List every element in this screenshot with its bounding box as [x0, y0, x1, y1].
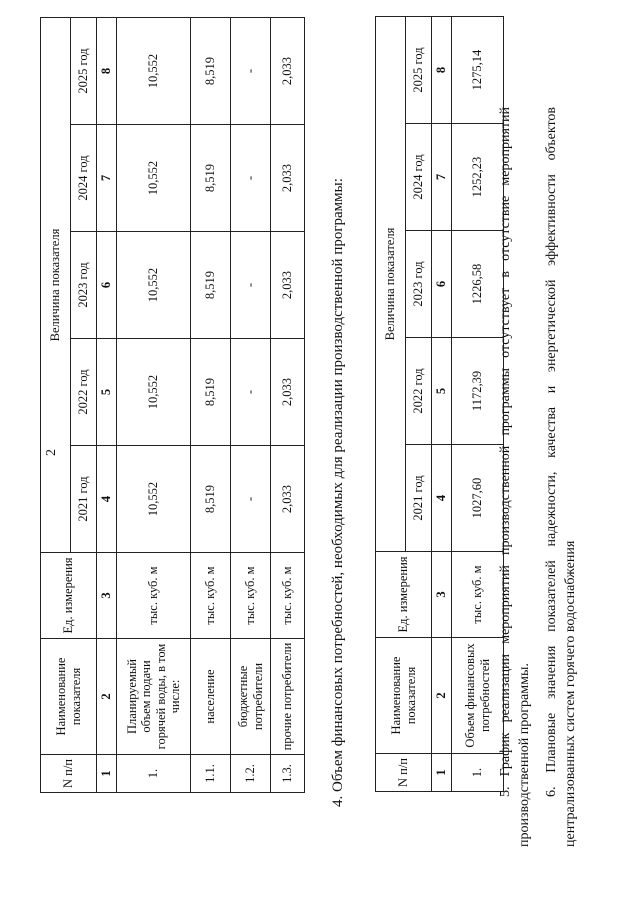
header-name: Наименование показателя [41, 639, 97, 755]
row-name: население [191, 639, 231, 755]
row-value: 8,519 [191, 125, 231, 232]
column-index: 8 [97, 18, 117, 125]
row-num: 1.2. [231, 755, 271, 793]
row-value: - [231, 125, 271, 232]
row-value: 1027,60 [452, 445, 504, 552]
row-name: Объем финансовых потребностей [452, 638, 504, 754]
header-unit: Ед. измерения [41, 553, 97, 639]
table-row [117, 18, 191, 793]
header-value-group: Величина показателя [41, 18, 71, 553]
row-unit: тыс. куб. м [452, 552, 504, 638]
header-year: 2024 год [71, 125, 97, 232]
header-year: 2023 год [406, 231, 432, 338]
header-year: 2022 год [71, 339, 97, 446]
section-5-paragraph: 5. График реализации мероприятий производственной программы отсутствует в отсутствие мероприятий производственной программы. [498, 107, 532, 847]
column-index: 5 [97, 339, 117, 446]
section-4-heading: 4. Объем финансовых потребностей, необходимых для реализации производственной программы: [330, 178, 346, 807]
column-index: 5 [432, 338, 452, 445]
row-num: 1.1. [191, 755, 231, 793]
row-value: 8,519 [191, 339, 231, 446]
row-num: 1. [452, 754, 504, 792]
row-value: - [231, 18, 271, 125]
row-value: 10,552 [117, 18, 191, 125]
column-index: 1 [97, 755, 117, 793]
column-index: 4 [97, 446, 117, 553]
table-row [231, 18, 271, 793]
column-index: 4 [432, 445, 452, 552]
column-index: 6 [432, 231, 452, 338]
header-year: 2025 год [406, 17, 432, 124]
column-index: 1 [432, 754, 452, 792]
row-value: 8,519 [191, 232, 231, 339]
header-year: 2022 год [406, 338, 432, 445]
row-num: 1.3. [271, 755, 305, 793]
row-value: 8,519 [191, 18, 231, 125]
table-row [191, 18, 231, 793]
row-value: 1275,14 [452, 17, 504, 124]
column-index: 6 [97, 232, 117, 339]
header-name: Наименование показателя [376, 638, 432, 754]
column-index: 2 [432, 638, 452, 754]
row-value: - [231, 339, 271, 446]
row-value: - [231, 232, 271, 339]
row-unit: тыс. куб. м [117, 553, 191, 639]
row-value: 2,033 [271, 339, 305, 446]
financial-needs-table [375, 16, 504, 792]
header-value-group: Величина показателя [376, 17, 406, 552]
column-index: 2 [97, 639, 117, 755]
header-year: 2021 год [71, 446, 97, 553]
row-value: 10,552 [117, 339, 191, 446]
header-num: N п/п [376, 754, 432, 792]
row-unit: тыс. куб. м [191, 553, 231, 639]
row-name: Планируемый объем подачи горячей воды, в том числе: [117, 639, 191, 755]
header-year: 2024 год [406, 124, 432, 231]
row-value: 2,033 [271, 18, 305, 125]
column-index: 7 [432, 124, 452, 231]
column-index: 3 [432, 552, 452, 638]
row-unit: тыс. куб. м [231, 553, 271, 639]
row-value: 1252,23 [452, 124, 504, 231]
page-number: 2 [44, 449, 59, 456]
row-value: - [231, 446, 271, 553]
table-row [271, 18, 305, 793]
header-unit: Ед. измерения [376, 552, 432, 638]
section-6-paragraph: 6. Плановые значения показателей надежности, качества и энергетической эффективности объектов централизованных систем горячего водоснабжения [544, 107, 578, 847]
row-unit: тыс. куб. м [271, 553, 305, 639]
header-num: N п/п [41, 755, 97, 793]
row-num: 1. [117, 755, 191, 793]
row-value: 2,033 [271, 232, 305, 339]
row-value: 1172,39 [452, 338, 504, 445]
row-name: прочие потребители [271, 639, 305, 755]
row-value: 8,519 [191, 446, 231, 553]
column-index: 3 [97, 553, 117, 639]
hot-water-supply-volume-table [40, 17, 305, 793]
column-index: 8 [432, 17, 452, 124]
row-value: 10,552 [117, 232, 191, 339]
row-value: 2,033 [271, 446, 305, 553]
row-value: 2,033 [271, 125, 305, 232]
row-name: бюджетные потребители [231, 639, 271, 755]
row-value: 1226,58 [452, 231, 504, 338]
header-year: 2021 год [406, 445, 432, 552]
row-value: 10,552 [117, 446, 191, 553]
row-value: 10,552 [117, 125, 191, 232]
header-year: 2023 год [71, 232, 97, 339]
header-year: 2025 год [71, 18, 97, 125]
column-index: 7 [97, 125, 117, 232]
